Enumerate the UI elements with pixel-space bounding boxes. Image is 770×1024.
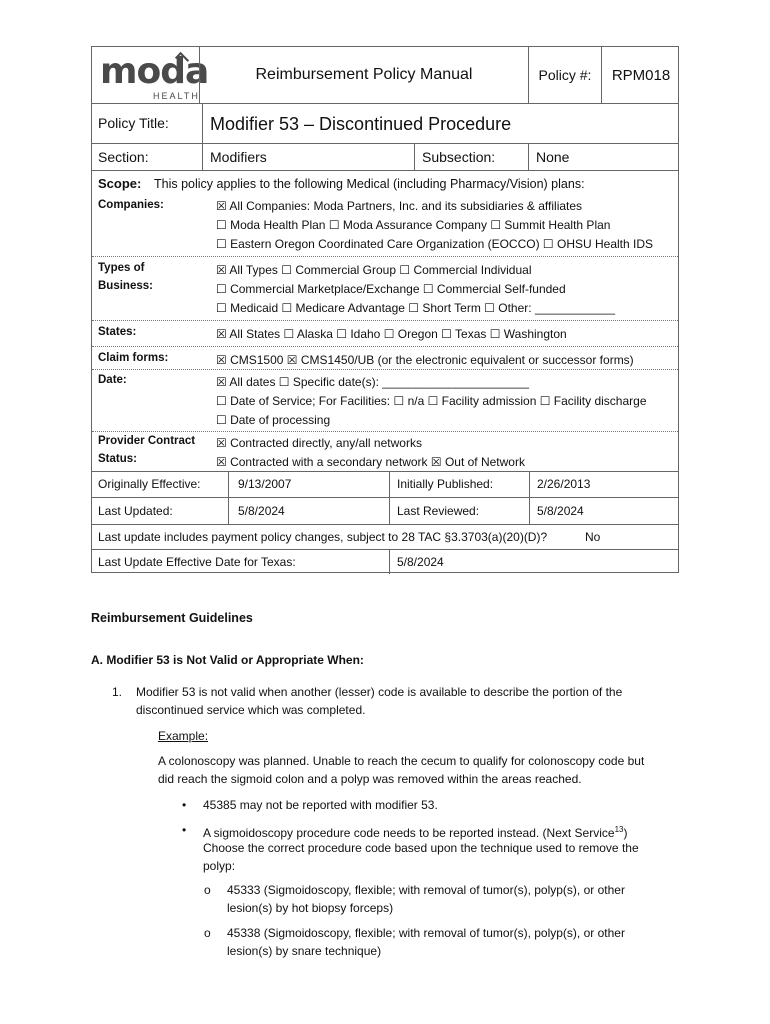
initially-published-value: 2/26/2013 xyxy=(537,477,591,491)
section-a-heading: A. Modifier 53 is Not Valid or Appropriate When: xyxy=(91,653,364,667)
bullet-1-text: 45385 may not be reported with modifier 53. xyxy=(203,798,438,812)
reimbursement-heading: Reimbursement Guidelines xyxy=(91,611,253,625)
example-label: Example: xyxy=(158,729,209,743)
section-value: Modifiers xyxy=(210,149,267,165)
policy-title: Modifier 53 – Discontinued Procedure xyxy=(210,114,512,134)
provider-line-1: ☒ Contracted directly, any/all networks xyxy=(216,436,422,450)
scope-label: Scope: xyxy=(98,176,142,191)
types-label-2: Business: xyxy=(98,280,153,292)
sub-bullet-2-line-1: 45338 (Sigmoidoscopy, flexible; with removal of tumor(s), polyp(s), or other xyxy=(227,926,625,940)
policy-number-label-cell xyxy=(528,47,601,103)
orig-effective-value: 9/13/2007 xyxy=(238,477,292,491)
bullet-2-line-1-text: A sigmoidoscopy procedure code needs to be reported instead. (Next Service xyxy=(203,826,615,840)
scope-text: This policy applies to the following Medical (including Pharmacy/Vision) plans: xyxy=(154,177,585,191)
provider-line-2: ☒ Contracted with a secondary network ☒ Out of Network xyxy=(216,455,525,469)
date-line-2: ☐ Date of Service; For Facilities: ☐ n/a ☐ Facility admission ☐ Facility discharge xyxy=(216,394,647,408)
companies-line-2: ☐ Moda Health Plan ☐ Moda Assurance Company ☐ Summit Health Plan xyxy=(216,218,611,232)
bullet-2-line-2: Choose the correct procedure code based upon the technique used to remove the xyxy=(203,841,639,855)
states-value: ☒ All States ☐ Alaska ☐ Idaho ☐ Oregon ☐ Texas ☐ Washington xyxy=(216,327,567,341)
types-line-1: ☒ All Types ☐ Commercial Group ☐ Commercial Individual xyxy=(216,263,532,277)
date-line-1: ☒ All dates ☐ Specific date(s): ______________________ xyxy=(216,375,530,389)
bullet-2-line-1-end: ) xyxy=(623,826,628,840)
document-header xyxy=(91,46,679,104)
policy-number-label: Policy #: xyxy=(538,67,592,83)
item-1-number: 1. xyxy=(112,685,123,699)
companies-label: Companies: xyxy=(98,199,164,211)
subsection-value: None xyxy=(536,149,570,165)
texas-effective-label: Last Update Effective Date for Texas: xyxy=(98,555,296,569)
texas-change-row xyxy=(92,525,678,550)
effective-row xyxy=(92,472,678,498)
companies-line-3: ☐ Eastern Oregon Coordinated Care Organization (EOCCO) ☐ OHSU Health IDS xyxy=(216,237,654,251)
policy-title-label: Policy Title: xyxy=(98,115,169,131)
item-1-line-2: discontinued service which was completed. xyxy=(136,703,366,717)
provider-status-label-2: Status: xyxy=(98,453,137,465)
claim-forms-value: ☒ CMS1500 ☒ CMS1450/UB (or the electronic equivalent or successor forms) xyxy=(216,353,634,367)
types-label-1: Types of xyxy=(98,262,145,274)
item-1-line-1: Modifier 53 is not valid when another (lesser) code is available to describe the portion of the xyxy=(136,685,623,699)
initially-published-label: Initially Published: xyxy=(397,477,494,491)
manual-title: Reimbursement Policy Manual xyxy=(255,66,473,83)
policy-number: RPM018 xyxy=(611,66,671,84)
sub-bullet-1-icon: o xyxy=(204,883,211,897)
sub-bullet-2-icon: o xyxy=(204,926,211,940)
last-updated-label: Last Updated: xyxy=(98,504,173,518)
example-line-1: A colonoscopy was planned. Unable to reach the cecum to qualify for colonoscopy code but xyxy=(158,754,645,768)
subsection-label: Subsection: xyxy=(422,149,496,165)
bullet-2-line-3: polyp: xyxy=(203,859,236,873)
texas-change-value: No xyxy=(585,530,601,544)
last-reviewed-label: Last Reviewed: xyxy=(397,504,480,518)
moda-health-logo xyxy=(98,51,209,101)
policy-number-cell xyxy=(601,47,680,103)
section-label: Section: xyxy=(98,149,149,165)
types-line-3: ☐ Medicaid ☐ Medicare Advantage ☐ Short Term ☐ Other: ____________ xyxy=(216,301,616,315)
date-label: Date: xyxy=(98,374,127,386)
last-updated-value: 5/8/2024 xyxy=(238,504,285,518)
bullet-1-icon: • xyxy=(182,798,187,812)
sub-bullet-1-line-2: lesion(s) by hot biopsy forceps) xyxy=(227,901,394,915)
updated-row xyxy=(92,498,678,525)
logo-wordmark: moda xyxy=(100,51,209,92)
claim-forms-label: Claim forms: xyxy=(98,352,169,364)
bullet-2-icon: • xyxy=(182,823,187,837)
texas-change-label: Last update includes payment policy changes, subject to 28 TAC §3.3703(a)(20)(D)? xyxy=(98,530,548,544)
sub-bullet-2-line-2: lesion(s) by snare technique) xyxy=(227,944,382,958)
footnote-ref: 13 xyxy=(614,825,624,834)
example-line-2: did reach the sigmoid colon and a polyp was removed within the areas reached. xyxy=(158,772,582,786)
texas-effective-value: 5/8/2024 xyxy=(397,555,444,569)
texas-effective-row xyxy=(92,550,678,574)
provider-status-label-1: Provider Contract xyxy=(98,435,196,447)
companies-line-1: ☒ All Companies: Moda Partners, Inc. and its subsidiaries & affiliates xyxy=(216,199,583,213)
sub-bullet-1-line-1: 45333 (Sigmoidoscopy, flexible; with removal of tumor(s), polyp(s), or other xyxy=(227,883,625,897)
policy-info-table xyxy=(91,103,679,573)
date-line-3: ☐ Date of processing xyxy=(216,413,331,427)
manual-title-cell xyxy=(199,47,528,103)
states-label: States: xyxy=(98,326,137,338)
logo-subtext: HEALTH xyxy=(153,91,200,101)
types-line-2: ☐ Commercial Marketplace/Exchange ☐ Commercial Self-funded xyxy=(216,282,566,296)
last-reviewed-value: 5/8/2024 xyxy=(537,504,584,518)
orig-effective-label: Originally Effective: xyxy=(98,477,201,491)
